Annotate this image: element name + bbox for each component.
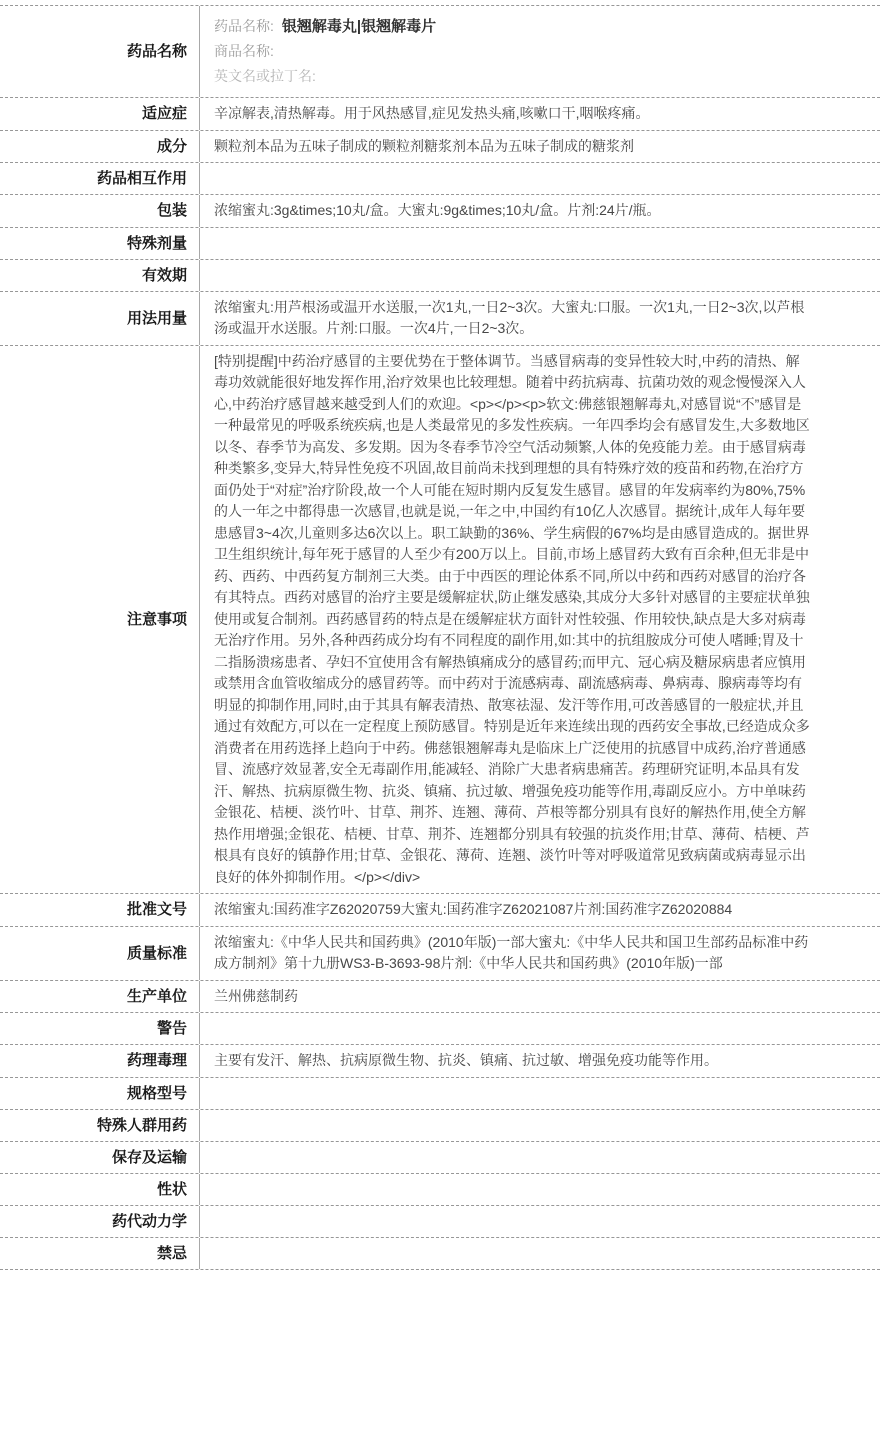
row-content-text: 浓缩蜜丸:用芦根汤或温开水送服,一次1丸,一日2~3次。大蜜丸:口服。一次1丸,一日2~3次,以芦根汤或温开水送服。片剂:口服。一次4片,一日2~3次。 — [214, 298, 805, 336]
drug-name-line — [214, 14, 812, 39]
row-label-drug-name: 药品名称 — [0, 6, 200, 97]
row-label: 注意事项 — [0, 346, 200, 894]
row-content-drug-name — [200, 6, 880, 97]
table-row-special-populations — [0, 1110, 880, 1142]
row-content-text: 浓缩蜜丸:《中华人民共和国药典》(2010年版)一部大蜜丸:《中华人民共和国卫生部药品标准中药成方制剂》第十九册WS3-B-3693-98片剂:《中华人民共和国药典》(2010年版)一部 — [214, 933, 809, 971]
row-content-text: [特别提醒]中药治疗感冒的主要优势在于整体调节。当感冒病毒的变异性较大时,中药的清热、解毒功效就能很好地发挥作用,治疗效果也比较理想。随着中药抗病毒、抗菌功效的观念慢慢深入人心,中药治疗感冒越来越受到人们的欢迎。<p></p><p>软文:佛慈银翘解毒丸,对感冒说“不”感冒是一种最常见的呼吸系统疾病,也是人类最常见的多发性疾病。一年四季均会有感冒发生,大多数地区以冬、春季节为高发、多发期。因为冬春季节冷空气活动频繁,人体的免疫能力差。由于感冒病毒种类繁多,变异大,特异性免疫不巩固,故目前尚未找到理想的具有特殊疗效的疫苗和药物,在治疗方面仍处于“对症”治疗阶段,故一个人可能在短时期内反复发生感冒。感冒的年发病率约为80%,75%的人一年之中都得患一次感冒,也就是说,一年之中,中国约有10亿人次感冒。据统计,成年人每年要患感冒3~4次,儿童则多达6次以上。职工缺勤的36%、学生病假的67%均是由感冒造成的。据世界卫生组织统计,每年死于感冒的人至少有200万以上。目前,市场上感冒药大致有百余种,但无非是中药、西药、中西药复方制剂三大类。由于中西医的理论体系不同,所以中药和西药对感冒的治疗各有其特点。西药对感冒的治疗主要是缓解症状,防止继发感染,其成分大多针对感冒的主要症状单独使用或复合制剂。西药感冒药的特点是在缓解症状方面针对性较强、作用较快,缺点是大多对病毒无治疗作用。另外,各种西药成分均有不同程度的副作用,如:其中的抗组胺成分可使人嗜睡;胃及十二指肠溃疡患者、孕妇不宜使用含有解热镇痛成分的感冒药;而甲亢、冠心病及糖尿病患者应慎用或禁用含血管收缩成分的感冒药等。而中药对于流感病毒、副流感病毒、鼻病毒、腺病毒等均有明显的抑制作用,同时,由于其具有解表清热、散寒祛湿、发汗等作用,可改善感冒的一般症状,并且通过有效配方,可以在一定程度上预防感冒。特别是近年来连续出现的西药安全事故,已经造成众多消费者在用药选择上趋向于中药。佛慈银翘解毒丸是临床上广泛使用的抗感冒中成药,治疗普通感冒、流感疗效显著,安全无毒副作用,能减轻、消除广大患者病患痛苦。药理研究证明,本品具有发汗、解热、抗病原微生物、抗炎、镇痛、抗过敏、增强免疫功能等作用,毒副反应小。方中单味药金银花、桔梗、淡竹叶、甘草、荆芥、连翘、薄荷、芦根等都分别具有良好的解热作用,使全方解热作用增强;金银花、桔梗、甘草、荆芥、连翘都分别具有较强的抗炎作用;甘草、薄荷、桔梗、芦根具有良好的镇静作用;甘草、金银花、薄荷、连翘、淡竹叶等对呼吸道常见致病菌或病毒显示出良好的体外抑制作用。</p></div> — [214, 352, 810, 885]
row-label: 规格型号 — [0, 1078, 200, 1109]
latin-name-field-label: 英文名或拉丁名: — [214, 68, 316, 84]
row-content-text: 辛凉解表,清热解毒。用于风热感冒,症见发热头痛,咳嗽口干,咽喉疼痛。 — [214, 105, 650, 121]
row-content-text: 浓缩蜜丸:3g&times;10丸/盒。大蜜丸:9g&times;10丸/盒。片剂:24片/瓶。 — [214, 202, 661, 218]
table-row-pharmacokinetics — [0, 1206, 880, 1238]
row-label: 有效期 — [0, 260, 200, 291]
row-label: 特殊人群用药 — [0, 1110, 200, 1141]
row-content — [200, 927, 880, 980]
row-content — [200, 981, 880, 1013]
row-label: 药代动力学 — [0, 1206, 200, 1237]
table-row-manufacturer — [0, 981, 880, 1014]
row-label: 质量标准 — [0, 927, 200, 980]
table-row-contraindications — [0, 1238, 880, 1270]
table-row-special-dosage — [0, 228, 880, 260]
table-row-indications — [0, 98, 880, 131]
row-content — [200, 1238, 880, 1269]
row-label: 特殊剂量 — [0, 228, 200, 259]
table-row-approval-number — [0, 894, 880, 927]
drug-name-field-label: 药品名称: — [214, 18, 274, 34]
row-content — [200, 1013, 880, 1044]
row-content — [200, 346, 880, 894]
row-label: 保存及运输 — [0, 1142, 200, 1173]
row-content — [200, 1206, 880, 1237]
row-label: 适应症 — [0, 98, 200, 130]
row-content — [200, 228, 880, 259]
latin-name-line — [214, 64, 812, 89]
row-label: 性状 — [0, 1174, 200, 1205]
table-row-drug-name — [0, 6, 880, 98]
row-label: 用法用量 — [0, 292, 200, 345]
row-content — [200, 1110, 880, 1141]
row-content — [200, 1142, 880, 1173]
row-content-text: 兰州佛慈制药 — [214, 987, 298, 1004]
row-content — [200, 292, 880, 345]
trade-name-field-label: 商品名称: — [214, 43, 274, 59]
table-row-storage-transport — [0, 1142, 880, 1174]
row-label: 成分 — [0, 131, 200, 163]
row-content-text: 浓缩蜜丸:国药准字Z62020759大蜜丸:国药准字Z62021087片剂:国药准字Z62020884 — [214, 901, 733, 917]
row-content — [200, 131, 880, 163]
table-row-precautions — [0, 346, 880, 895]
row-content-text: 颗粒剂本品为五味子制成的颗粒剂糖浆剂本品为五味子制成的糖浆剂 — [214, 137, 634, 154]
table-row-packaging — [0, 195, 880, 228]
row-content — [200, 1174, 880, 1205]
row-label: 批准文号 — [0, 894, 200, 926]
row-content — [200, 1078, 880, 1109]
row-label: 药理毒理 — [0, 1045, 200, 1077]
row-label: 药品相互作用 — [0, 163, 200, 194]
row-content-text: 主要有发汗、解热、抗病原微生物、抗炎、镇痛、抗过敏、增强免疫功能等作用。 — [214, 1052, 718, 1068]
row-label: 禁忌 — [0, 1238, 200, 1269]
row-content — [200, 163, 880, 194]
table-row-pharmacology-toxicology — [0, 1045, 880, 1078]
row-content — [200, 195, 880, 227]
row-content — [200, 1045, 880, 1077]
table-row-shelf-life — [0, 260, 880, 292]
table-row-usage-dosage — [0, 292, 880, 346]
table-row-warning — [0, 1013, 880, 1045]
trade-name-line — [214, 39, 812, 64]
row-content — [200, 260, 880, 291]
table-row-drug-interactions — [0, 163, 880, 195]
drug-info-table — [0, 5, 880, 1270]
table-row-quality-standard — [0, 927, 880, 981]
table-row-specification-model — [0, 1078, 880, 1110]
row-content — [200, 98, 880, 130]
drug-name-value: 银翘解毒丸|银翘解毒片 — [281, 18, 437, 35]
row-label: 包装 — [0, 195, 200, 227]
row-label: 生产单位 — [0, 981, 200, 1013]
table-row-properties — [0, 1174, 880, 1206]
row-content — [200, 894, 880, 926]
row-label: 警告 — [0, 1013, 200, 1044]
table-row-ingredients — [0, 131, 880, 164]
